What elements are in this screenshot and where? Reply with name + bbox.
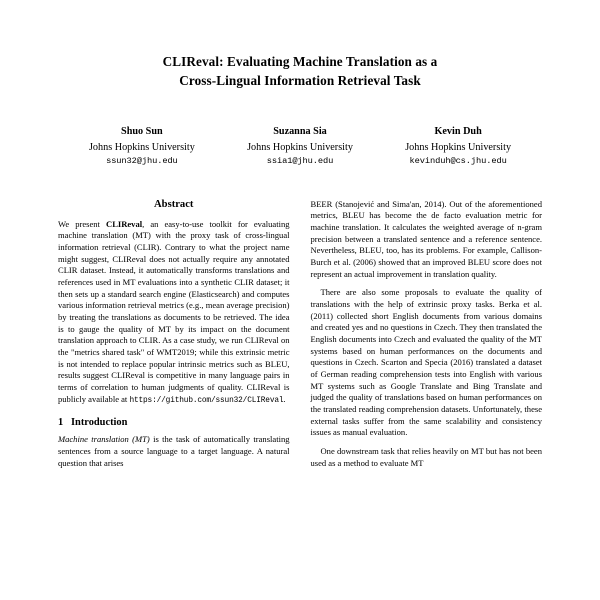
- section-title: Introduction: [71, 417, 128, 429]
- right-paragraph-1: BEER (Stanojević and Sima'an, 2014). Out of the aforementioned metrics, BLEU has become the de facto evaluation metric for machine translation. It calculates the weighted average of n-gram precision between a translated sentence and a reference sentence. Nevertheless, BLEU, too, has its problems. For example, Callison-Burch et al. (2006) showed that an improved BLEU score does not represent an actual improvement in translation quality.: [310, 198, 542, 279]
- section-number: 1: [58, 417, 64, 429]
- abstract-text-pre: We present: [58, 218, 107, 229]
- intro-paragraph-1: [58, 434, 290, 469]
- author-email[interactable]: ssia1@jhu.edu: [266, 155, 334, 166]
- section-heading-introduction: [58, 417, 290, 428]
- page-title: [68, 52, 532, 90]
- right-paragraph-3: One downstream task that relies heavily on MT but has not been used as a method to evaluate MT: [310, 445, 542, 468]
- repository-url[interactable]: https://github.com/ssun32/CLIReval: [129, 396, 284, 405]
- author-block-1: [64, 124, 220, 169]
- author-name: Shuo Sun: [121, 126, 163, 138]
- abstract-text-end: .: [283, 393, 286, 404]
- intro-paragraph-1-text: is the task of automatically translating sentences from a source language to a target language. A natural question that arises: [58, 434, 290, 468]
- author-name: Kevin Duh: [434, 126, 482, 138]
- author-affiliation: Johns Hopkins University: [88, 141, 195, 153]
- title-line-2: Cross-Lingual Information Retrieval Task: [179, 73, 421, 89]
- author-affiliation: Johns Hopkins University: [405, 141, 512, 153]
- tool-name: CLIReval: [106, 218, 143, 229]
- left-column: [58, 199, 290, 476]
- author-email[interactable]: kevinduh@cs.jhu.edu: [409, 155, 507, 166]
- author-name: Suzanna Sia: [273, 126, 327, 138]
- abstract-heading: Abstract: [154, 198, 194, 210]
- author-block-3: [380, 124, 536, 169]
- author-block-2: [222, 124, 378, 169]
- author-list: [58, 124, 542, 169]
- author-email[interactable]: ssun32@jhu.edu: [106, 155, 178, 166]
- abstract-text-post: , an easy-to-use toolkit for evaluating machine translation (MT) with the proxy task of cross-lingual information retrieval (CLIR). Contrary to what the project name might suggest, CLIReval does not actually require any annotated CLIR dataset. Instead, it automatically transforms translations and references used in MT evaluations into a synthetic CLIR dataset; it then sets up a standard search engine (Elasticsearch) and computes various information retrieval metrics (e.g., mean average precision) by treating the translations as documents to be retrieved. The idea is to gauge the quality of MT by its impact on the document translation approach to CLIR. As a case study, we run CLIReval on the "metrics shared task" of WMT2019; while this extrinsic metric is not intended to replace popular intrinsic metrics such as BLEU, results suggest CLIReval is competitive in many language pairs in terms of correlation to human judgments of quality. CLIReval is publicly available at: [58, 218, 290, 404]
- right-column: [311, 199, 543, 476]
- abstract-paragraph: [58, 219, 290, 406]
- intro-lead-term: Machine translation (MT): [58, 434, 150, 445]
- title-line-1: CLIReval: Evaluating Machine Translation as a: [162, 54, 438, 69]
- right-paragraph-2: There are also some proposals to evaluate the quality of translations with the help of extrinsic proxy tasks. Berka et al. (2011) collected short English documents from various domains and created yes and no questions in Czech. They then translated the English documents into Czech and evaluated the quality of the MT systems based on human performances on the documents and questions in Czech. Scarton and Specia (2016) translated a dataset of German reading comprehension tests into English with various MT systems such as Google Translate and Bing Translate and judged the quality of translations based on human performances on the translated reading comprehension datasets. Unfortunately, these external tasks suffer from the same scalability and consistency issues as manual evaluation.: [310, 287, 542, 438]
- author-affiliation: Johns Hopkins University: [247, 141, 353, 153]
- body-columns: [58, 199, 542, 476]
